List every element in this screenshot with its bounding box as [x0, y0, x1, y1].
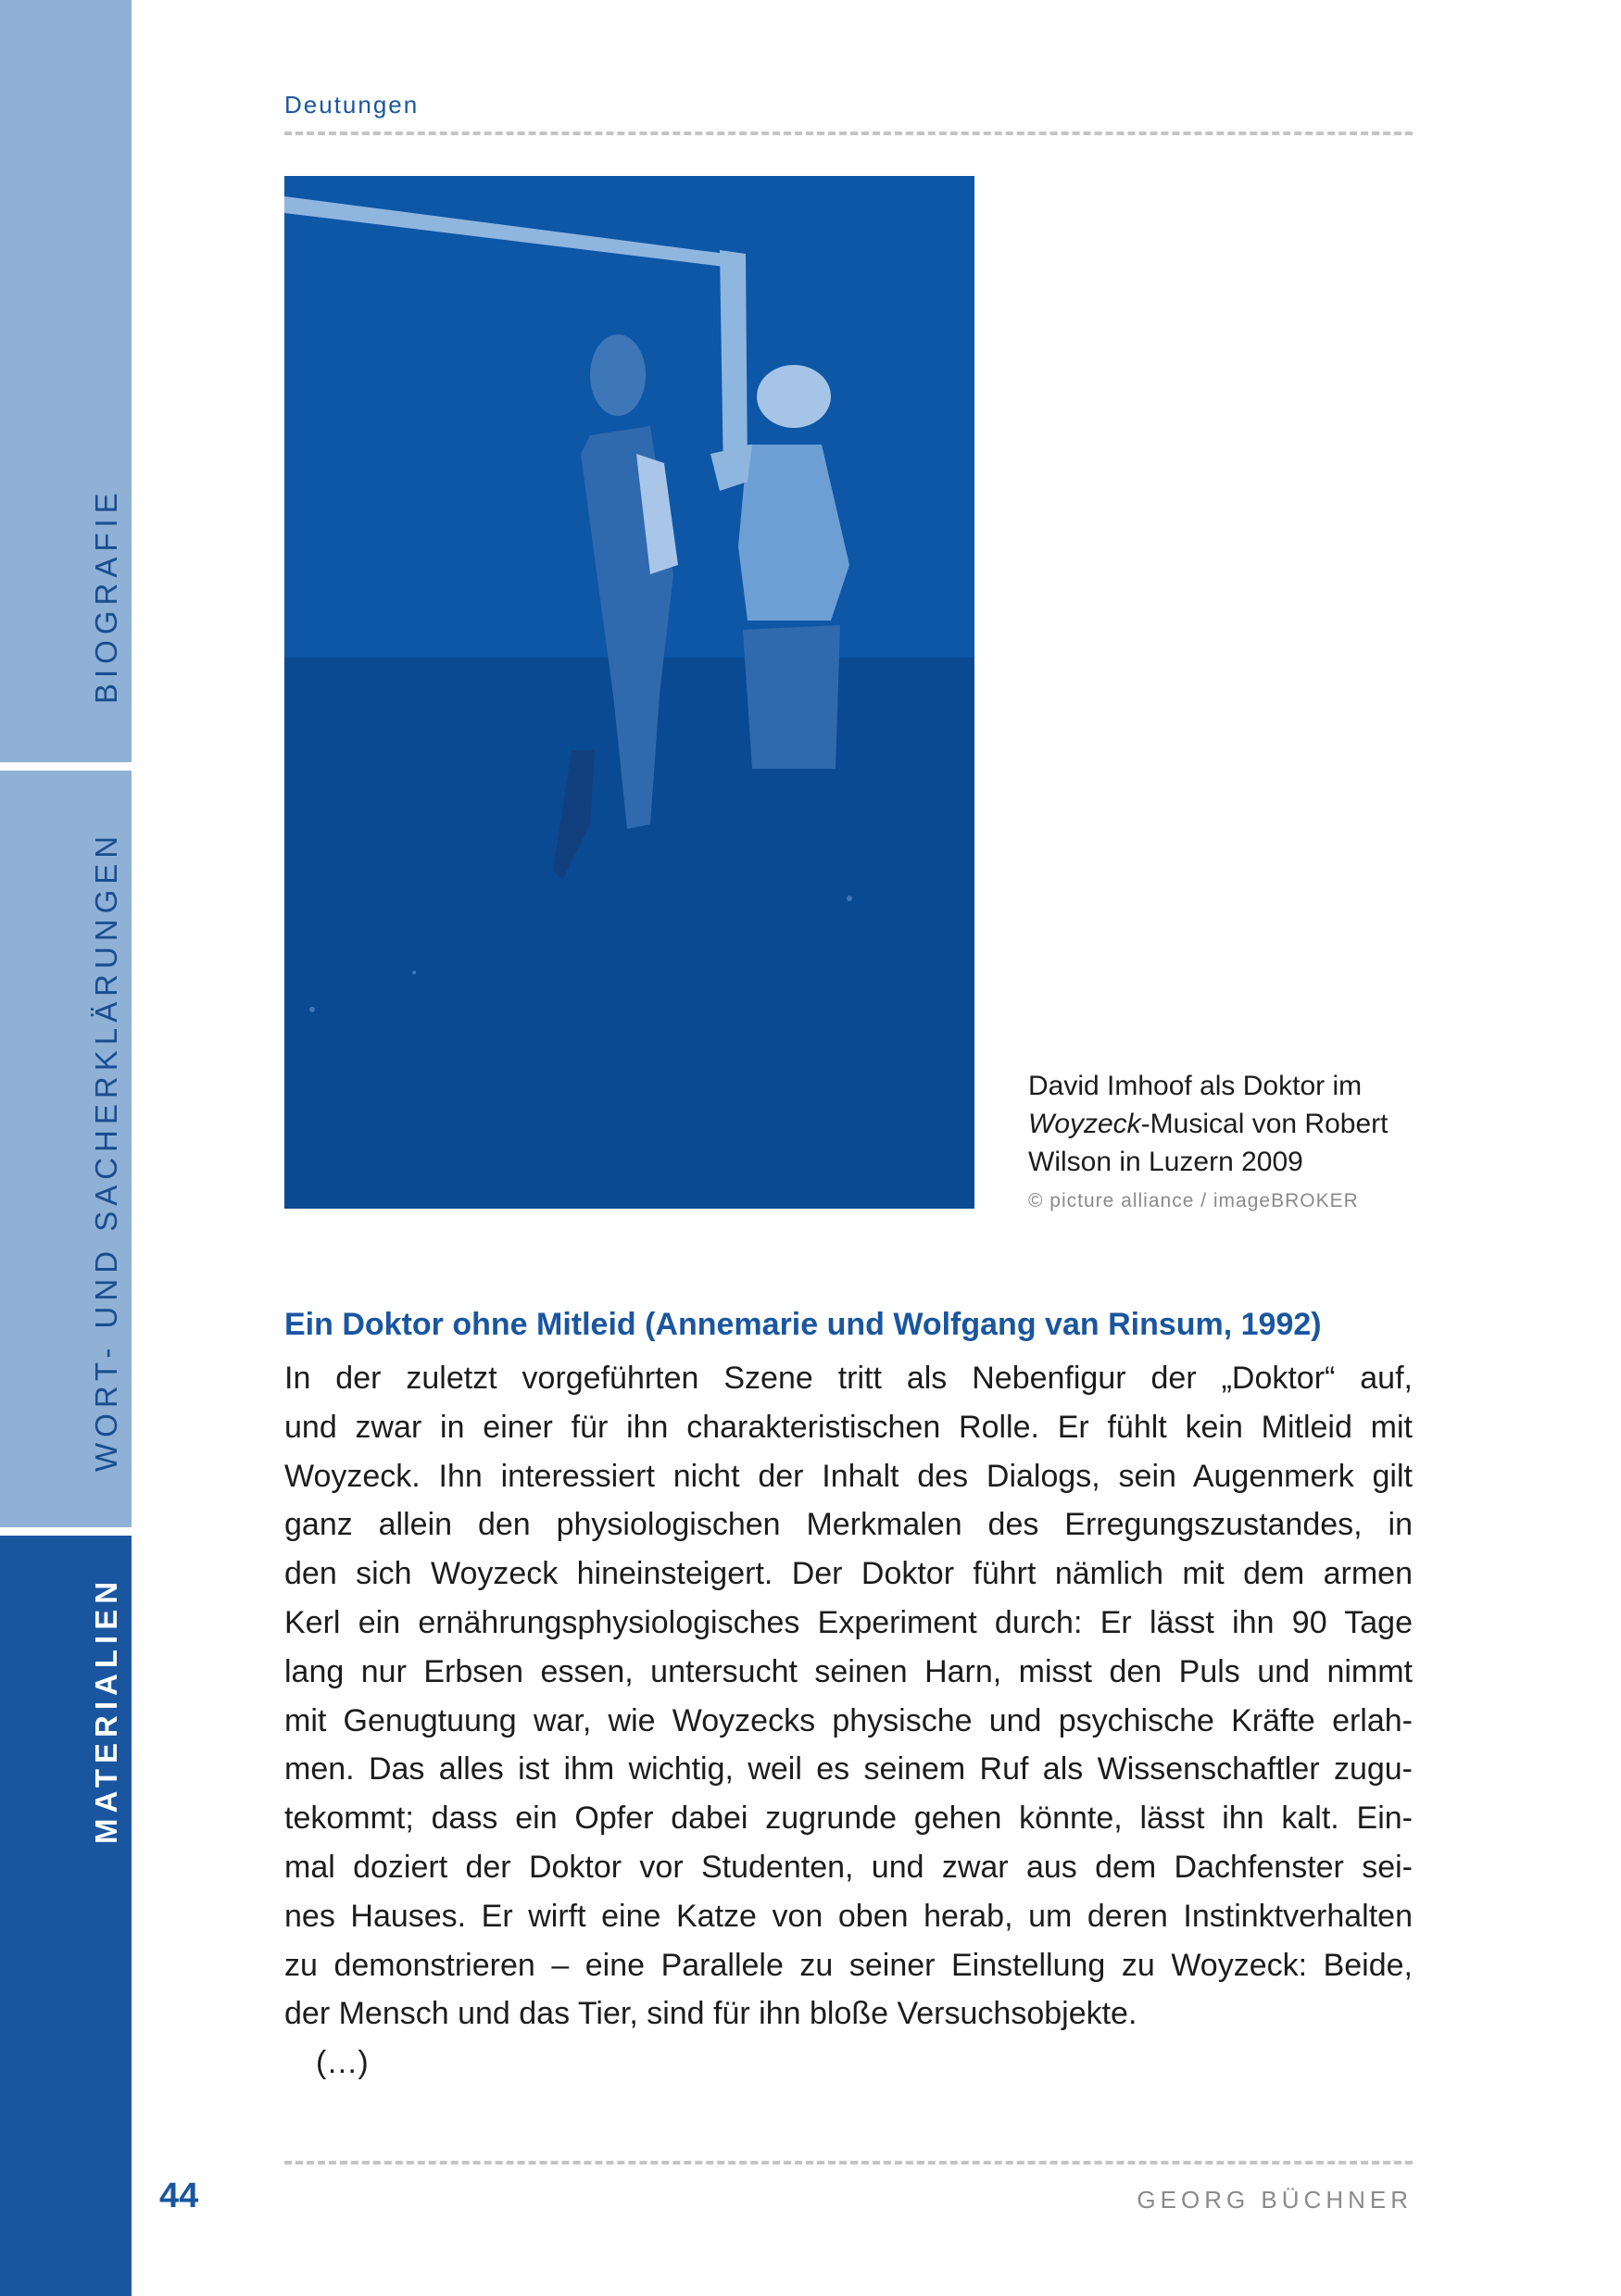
- photo-caption: [1028, 1067, 1417, 1181]
- body-line: Woyzeck. Ihn interessiert nicht der Inhalt des Dialogs, sein Augenmerk gilt: [284, 1458, 1413, 1494]
- caption-line: David Imhoof als Doktor im: [1028, 1071, 1363, 1101]
- tab-materialien-label: MATERIALIEN: [89, 1575, 123, 1844]
- tab-wort-und-sacherklaerungen[interactable]: [0, 771, 132, 1527]
- stage-photo-illustration: [284, 176, 974, 1209]
- caption-line: Wilson in Luzern 2009: [1028, 1147, 1303, 1177]
- tab-wort-label: WORT- UND SACHERKLÄRUNGEN: [89, 830, 123, 1472]
- footer-author: GEORG BÜCHNER: [1137, 2186, 1413, 2214]
- body-line: nes Hauses. Er wirft eine Katze von oben herab, um deren Instinktverhalten: [284, 1898, 1413, 1934]
- running-head: Deutungen: [284, 91, 420, 119]
- photo-credit: © picture alliance / imageBROKER: [1028, 1190, 1359, 1211]
- body-line: und zwar in einer für ihn charakteristischen Rolle. Er fühlt kein Mitleid mit: [284, 1409, 1413, 1445]
- omission-ellipsis: (…): [316, 2045, 369, 2081]
- caption-line: [1028, 1105, 1417, 1143]
- body-line: men. Das alles ist ihm wichtig, weil es seinem Ruf als Wissenschaftler zugu-: [284, 1751, 1413, 1788]
- body-line: In der zuletzt vorgeführten Szene tritt als Nebenfigur der „Doktor“ auf,: [284, 1361, 1413, 1396]
- body-line: der Mensch und das Tier, sind für ihn bloße Versuchsobjekte.: [284, 1996, 1137, 2032]
- section-tabs: [0, 0, 132, 2296]
- tab-materialien[interactable]: [0, 1536, 132, 2296]
- caption-italic-title: Woyzeck: [1028, 1109, 1141, 1139]
- footer-divider: [284, 2161, 1413, 2164]
- tab-biografie[interactable]: [0, 0, 132, 762]
- body-line: Kerl ein ernährungsphysiologisches Experiment durch: Er lässt ihn 90 Tage: [284, 1604, 1413, 1640]
- header-divider: [284, 132, 1413, 135]
- caption-line-rest: -Musical von Robert: [1140, 1109, 1389, 1139]
- page-number: 44: [159, 2177, 199, 2215]
- article-body: [284, 1354, 1413, 2088]
- body-line: ganz allein den physiologischen Merkmalen des Erregungszustandes, in: [284, 1507, 1413, 1543]
- body-line: lang nur Erbsen essen, untersucht seinen Harn, misst den Puls und nimmt: [284, 1653, 1413, 1689]
- body-line: mal doziert der Doktor vor Studenten, und zwar aus dem Dachfenster sei-: [284, 1849, 1413, 1885]
- body-line: tekommt; dass ein Opfer dabei zugrunde gehen könnte, lässt ihn kalt. Ein-: [284, 1800, 1413, 1837]
- stage-photo: [284, 176, 974, 1209]
- body-line: zu demonstrieren – eine Parallele zu seiner Einstellung zu Woyzeck: Beide,: [284, 1947, 1413, 1983]
- body-line: mit Genugtuung war, wie Woyzecks physische und psychische Kräfte erlah-: [284, 1702, 1413, 1738]
- article-title: Ein Doktor ohne Mitleid (Annemarie und Wolfgang van Rinsum, 1992): [284, 1307, 1322, 1342]
- body-line: den sich Woyzeck hineinsteigert. Der Doktor führt nämlich mit dem armen: [284, 1556, 1413, 1592]
- tab-biografie-label: BIOGRAFIE: [89, 487, 123, 704]
